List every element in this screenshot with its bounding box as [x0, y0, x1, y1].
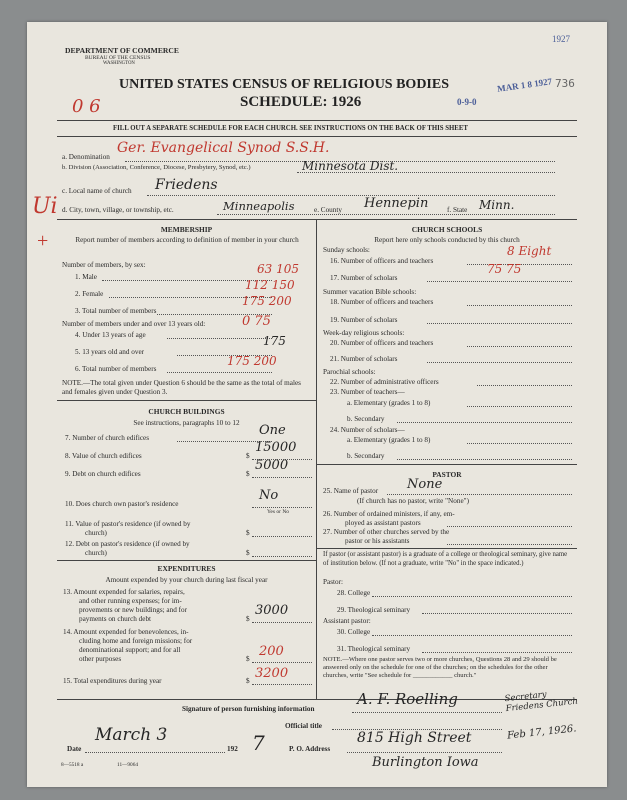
- schools-intro: Report here only schools conducted by this church: [374, 236, 520, 244]
- received-stamp-code: 0-9-0: [457, 97, 477, 107]
- expenditures-intro: Amount expended by your church during last fiscal year: [105, 576, 268, 584]
- city-label: d. City, town, village, or township, etc.: [62, 206, 174, 214]
- q25-value: None: [407, 477, 443, 492]
- pastor-subheading: Pastor:: [323, 578, 343, 586]
- city-value: Minneapolis: [223, 199, 295, 213]
- q17-line: [427, 281, 572, 282]
- city-line: [217, 214, 555, 215]
- q25-line: [387, 494, 572, 495]
- signature-label: Signature of person furnishing information: [182, 705, 315, 713]
- date-value: March 3: [95, 725, 168, 745]
- date-label: Date: [67, 745, 82, 753]
- county-value: Hennepin: [364, 196, 429, 211]
- margin-note: Ui: [32, 194, 58, 219]
- buildings-rule: [57, 400, 316, 401]
- q11-dollar: $: [246, 529, 250, 537]
- sunday-label: Sunday schools:: [323, 246, 370, 254]
- q14-label-4: other purposes: [79, 655, 122, 663]
- form-title: UNITED STATES CENSUS OF RELIGIOUS BODIES: [119, 77, 450, 92]
- membership-intro: Report number of members according to definition of member in your church: [75, 236, 299, 244]
- assistant-subheading: Assistant pastor:: [323, 617, 371, 625]
- q17-value: 75 75: [487, 262, 522, 276]
- q24-label: 24. Number of scholars—: [330, 426, 405, 434]
- q10-line: [252, 507, 312, 508]
- buildings-intro: See instructions, paragraphs 10 to 12: [133, 419, 240, 427]
- official-title-label: Official title: [285, 722, 322, 730]
- form-subtitle: SCHEDULE: 1926: [240, 94, 362, 110]
- date-note: Feb 17, 1926.: [506, 723, 577, 742]
- q1-value: 63 105: [257, 262, 299, 276]
- census-schedule-page: [27, 22, 607, 787]
- header-rule-lower: [57, 136, 577, 137]
- q24a-label: a. Elementary (grades 1 to 8): [347, 436, 431, 444]
- q2-value: 112 150: [245, 278, 295, 292]
- pastor-heading: PASTOR: [432, 470, 462, 479]
- q7-value: One: [259, 423, 286, 438]
- buildings-heading: CHURCH BUILDINGS: [148, 407, 225, 416]
- pastor-note-text: NOTE.—Where one pastor serves two or more churches, Questions 28 and 29 should be answered only on the schedule for one of the churches; on the schedules for the other churches, write "See schedule for: [323, 656, 557, 679]
- q26-line: [447, 526, 572, 527]
- q31-label: 31. Theological seminary: [337, 645, 411, 653]
- q24b-line: [397, 459, 572, 460]
- q21-line: [427, 362, 572, 363]
- vacation-label: Summer vacation Bible schools:: [323, 288, 417, 296]
- q27-label: 27. Number of other churches served by the: [323, 528, 450, 536]
- q11-label: 11. Value of pastor's residence (if owned by: [65, 520, 191, 528]
- q12-label-cont: church): [85, 549, 107, 557]
- q8-label: 8. Value of church edifices: [65, 452, 142, 460]
- q8-value: 15000: [255, 440, 297, 455]
- q3-label: 3. Total number of members: [75, 307, 157, 315]
- q12-line: [252, 556, 312, 557]
- q10-hint: Yes or No: [267, 509, 290, 515]
- footer-rule: [57, 699, 577, 700]
- q21-label: 21. Number of scholars: [330, 355, 398, 363]
- q25-label: 25. Name of pastor: [323, 487, 379, 495]
- parochial-label: Parochial schools:: [323, 368, 376, 376]
- q23b-line: [397, 422, 572, 423]
- pastor-note-end: church.": [454, 672, 477, 679]
- po-address-label: P. O. Address: [289, 745, 331, 753]
- q13-value: 3000: [255, 603, 289, 618]
- official-title-value: Secretary Friedens Church: [504, 689, 579, 715]
- q14-label: 14. Amount expended for benevolences, in-: [63, 628, 189, 636]
- form-code-2: 11—9064: [117, 762, 138, 768]
- q20-line: [467, 346, 572, 347]
- year-value: 7: [252, 731, 265, 755]
- section-rule: [57, 219, 577, 220]
- q13-line: [252, 622, 312, 623]
- form-code: 8—5518 a: [61, 762, 84, 768]
- q12-label: 12. Debt on pastor's residence (if owned by: [65, 540, 190, 548]
- received-stamp-date: MAR 1 8 1927: [496, 76, 553, 94]
- q23a-label: a. Elementary (grades 1 to 8): [347, 399, 431, 407]
- handwritten-code: 0 6: [72, 96, 101, 117]
- q15-dollar: $: [246, 677, 250, 685]
- q14-label-2: cluding home and foreign missions; for: [79, 637, 193, 645]
- church-name-line: [147, 195, 555, 196]
- q19-label: 19. Number of scholars: [330, 316, 398, 324]
- q23-label: 23. Number of teachers—: [330, 388, 405, 396]
- po-address-city: Burlington Iowa: [372, 755, 479, 770]
- q26-label-cont: ployed as assistant pastors: [345, 519, 421, 527]
- q14-dollar: $: [246, 655, 250, 663]
- q23b-label: b. Secondary: [347, 415, 385, 423]
- signature-value: A. F. Roelling: [357, 690, 458, 708]
- q13-label-3: provements or new buildings; and for: [79, 606, 187, 614]
- q18-label: 18. Number of officers and teachers: [330, 298, 434, 306]
- q22-line: [477, 385, 572, 386]
- pastor-note: NOTE.—Where one pastor serves two or more churches, Questions 28 and 29 should be answered only on the schedule for one of the churches; on the schedules for the other churches, write "See schedule for ____________ church.": [323, 656, 557, 679]
- q5-value: 175: [263, 334, 286, 348]
- schools-heading: CHURCH SCHOOLS: [411, 225, 483, 234]
- q12-dollar: $: [246, 549, 250, 557]
- membership-heading: MEMBERSHIP: [160, 225, 213, 234]
- denomination-value: Ger. Evangelical Synod S.S.H.: [117, 140, 330, 156]
- q13-label-2: and other running expenses; for im-: [79, 597, 182, 605]
- q30-line: [372, 635, 572, 636]
- q10-label: 10. Does church own pastor's residence: [65, 500, 179, 508]
- q11-line: [252, 536, 312, 537]
- q6-value: 175 200: [227, 354, 277, 368]
- members-by-age-label: Number of members under and over 13 years old:: [62, 320, 206, 328]
- form-instruction: FILL OUT A SEPARATE SCHEDULE FOR EACH CHURCH. SEE INSTRUCTIONS ON THE BACK OF THIS SHEET: [113, 125, 468, 132]
- q14-label-3: denominational support; and for all: [79, 646, 181, 654]
- q17-label: 17. Number of scholars: [330, 274, 398, 282]
- members-by-sex-label: Number of members, by sex:: [62, 261, 146, 269]
- denomination-label: a. Denomination: [62, 153, 110, 161]
- q26-label: 26. Number of ordained ministers, if any, em-: [323, 510, 455, 518]
- bureau-heading: BUREAU OF THE CENSUS: [85, 55, 151, 61]
- department-heading: DEPARTMENT OF COMMERCE: [65, 46, 179, 55]
- q9-dollar: $: [246, 470, 250, 478]
- division-label: b. Division (Association, Conference, Diocese, Presbytery, Synod, etc.): [62, 164, 251, 171]
- q9-line: [252, 477, 312, 478]
- expenditures-heading: EXPENDITURES: [157, 564, 216, 573]
- q2-label: 2. Female: [75, 290, 104, 298]
- q11-label-cont: church): [85, 529, 107, 537]
- q28-label: 28. College: [337, 589, 371, 597]
- header-rule: [57, 120, 577, 121]
- expenditures-rule: [57, 560, 316, 561]
- signature-line: [352, 712, 502, 713]
- state-value: Minn.: [479, 198, 515, 212]
- graduate-note: If pastor (or assistant pastor) is a graduate of a college or theological seminary, give name of institution below. (If not a graduate, write "No" in the space indicated.): [323, 551, 568, 567]
- q13-label-4: payments on church debt: [79, 615, 152, 623]
- q31-line: [422, 652, 572, 653]
- q19-line: [427, 323, 572, 324]
- q27-label-cont: pastor or his assistants: [345, 537, 410, 545]
- po-address-line: [347, 752, 502, 753]
- q14-line: [252, 662, 312, 663]
- q23a-line: [467, 406, 572, 407]
- pastor-rule: [316, 464, 577, 465]
- q7-label: 7. Number of church edifices: [65, 434, 150, 442]
- county-label: e. County: [314, 206, 342, 214]
- q8-dollar: $: [246, 452, 250, 460]
- q6-label: 6. Total number of members: [75, 365, 157, 373]
- q13-label: 13. Amount expended for salaries, repairs,: [63, 588, 185, 596]
- q13-dollar: $: [246, 615, 250, 623]
- q27-line: [447, 544, 572, 545]
- q5-label: 5. 13 years old and over: [75, 348, 145, 356]
- q18-line: [467, 305, 572, 306]
- q29-line: [422, 613, 572, 614]
- q9-label: 9. Debt on church edifices: [65, 470, 141, 478]
- q16-value: 8 Eight: [507, 244, 552, 258]
- date-line: [85, 752, 225, 753]
- graduate-rule: [316, 548, 577, 549]
- q15-label: 15. Total expenditures during year: [63, 677, 162, 685]
- q6-line: [167, 372, 272, 373]
- received-stamp-year: 1927: [552, 34, 570, 44]
- q3-value: 175 200: [242, 294, 292, 308]
- q1-label: 1. Male: [75, 273, 97, 281]
- q30-label: 30. College: [337, 628, 371, 636]
- column-divider: [316, 219, 317, 699]
- q20-label: 20. Number of officers and teachers: [330, 339, 434, 347]
- q10-value: No: [259, 488, 279, 503]
- q28-line: [372, 596, 572, 597]
- q22-label: 22. Number of administrative officers: [330, 378, 439, 386]
- q4-label: 4. Under 13 years of age: [75, 331, 146, 339]
- q25-hint: (If church has no pastor, write "None"): [357, 497, 469, 505]
- division-value: Minnesota Dist.: [302, 159, 399, 173]
- church-name-value: Friedens: [155, 177, 218, 193]
- q24b-label: b. Secondary: [347, 452, 385, 460]
- q24a-line: [467, 443, 572, 444]
- serial-number: 736: [555, 77, 575, 90]
- margin-cross-icon: +: [37, 230, 49, 252]
- church-name-label: c. Local name of church: [62, 187, 132, 195]
- q9-value: 5000: [255, 458, 289, 473]
- q16-label: 16. Number of officers and teachers: [330, 257, 434, 265]
- q15-line: [252, 684, 312, 685]
- year-prefix: 192: [227, 745, 238, 753]
- po-address-value: 815 High Street: [357, 730, 472, 746]
- weekday-label: Week-day religious schools:: [323, 329, 405, 337]
- city-heading: WASHINGTON: [103, 61, 135, 66]
- q29-label: 29. Theological seminary: [337, 606, 411, 614]
- q4-value: 0 75: [242, 314, 271, 329]
- state-label: f. State: [447, 206, 468, 214]
- membership-note: NOTE.—The total given under Question 6 should be the same as the total of males and females given under Question 3.: [62, 379, 301, 396]
- q14-value: 200: [259, 644, 284, 659]
- q4-line: [167, 338, 272, 339]
- q15-value: 3200: [255, 666, 289, 681]
